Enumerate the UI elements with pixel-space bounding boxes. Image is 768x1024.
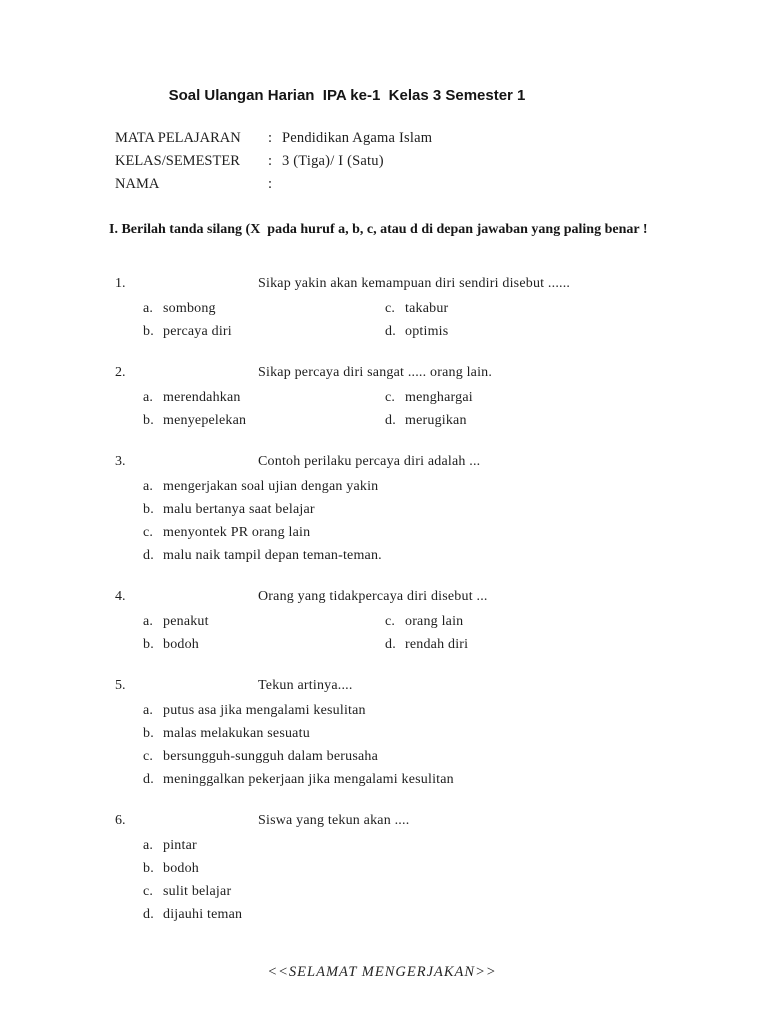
questions-list (115, 271, 738, 943)
option-letter: a. (143, 479, 154, 494)
meta-label: MATA PELAJARAN (115, 130, 241, 146)
option-item (143, 745, 738, 768)
option-letter: b. (143, 413, 154, 428)
question-options (115, 834, 738, 926)
option-item (143, 297, 385, 320)
option-letter: d. (143, 772, 154, 787)
option-letter: a. (143, 703, 154, 718)
option-letter: a. (143, 614, 154, 629)
question-line (115, 360, 738, 386)
option-letter: b. (143, 726, 154, 741)
option-text: malu naik tampil depan teman-teman. (163, 548, 382, 563)
option-text: sulit belajar (163, 884, 232, 899)
option-item (385, 610, 738, 633)
option-text: bodoh (163, 637, 199, 652)
option-text: malu bertanya saat belajar (163, 502, 315, 517)
meta-label: NAMA (115, 176, 160, 192)
question-line (115, 808, 738, 834)
question-options (143, 386, 738, 432)
question-options (143, 610, 738, 656)
option-letter: c. (385, 614, 396, 629)
question-block (115, 360, 738, 432)
option-letter: d. (385, 413, 396, 428)
option-text: optimis (405, 324, 449, 339)
question-block (115, 271, 738, 343)
option-text: menyontek PR orang lain (163, 525, 311, 540)
option-letter: a. (143, 838, 154, 853)
question-text: Contoh perilaku percaya diri adalah ... (258, 454, 481, 469)
option-item (385, 297, 738, 320)
closing-note: <<SELAMAT MENGERJAKAN>> (267, 964, 497, 980)
question-number: 2. (115, 365, 126, 380)
meta-value: Pendidikan Agama Islam (282, 130, 433, 146)
option-letter: d. (385, 637, 396, 652)
question-number: 1. (115, 276, 126, 291)
option-letter: c. (143, 525, 154, 540)
question-options (143, 297, 738, 343)
option-text: sombong (163, 301, 216, 316)
question-block (115, 808, 738, 926)
option-item (143, 320, 385, 343)
option-text: bodoh (163, 861, 199, 876)
meta-row-class-semester (115, 150, 432, 173)
question-number: 5. (115, 678, 126, 693)
option-item (143, 498, 738, 521)
question-text: Sikap yakin akan kemampuan diri sendiri disebut ...... (258, 276, 571, 291)
option-text: rendah diri (405, 637, 469, 652)
meta-colon: : (268, 176, 273, 192)
option-item (143, 722, 738, 745)
meta-row-name (115, 173, 432, 196)
option-item (143, 834, 738, 857)
meta-value: 3 (Tiga)/ I (Satu) (282, 153, 384, 169)
option-text: menghargai (405, 390, 473, 405)
option-text: merendahkan (163, 390, 241, 405)
option-letter: a. (143, 390, 154, 405)
question-line (115, 271, 738, 297)
option-item (143, 386, 385, 409)
question-text: Siswa yang tekun akan .... (258, 813, 410, 828)
option-item (143, 409, 385, 432)
page-title: Soal Ulangan Harian IPA ke-1 Kelas 3 Semester 1 (168, 87, 526, 104)
option-letter: b. (143, 861, 154, 876)
meta-label: KELAS/SEMESTER (115, 153, 240, 169)
option-letter: d. (143, 548, 154, 563)
option-item (143, 610, 385, 633)
option-text: malas melakukan sesuatu (163, 726, 310, 741)
option-text: takabur (405, 301, 449, 316)
section-instruction: I. Berilah tanda silang (X pada huruf a, b, c, atau d di depan jawaban yang paling benar ! (109, 222, 648, 237)
option-item (385, 320, 738, 343)
question-number: 4. (115, 589, 126, 604)
option-letter: c. (143, 884, 154, 899)
option-letter: b. (143, 637, 154, 652)
option-item (385, 633, 738, 656)
option-item (143, 475, 738, 498)
question-text: Tekun artinya.... (258, 678, 353, 693)
option-text: percaya diri (163, 324, 232, 339)
option-letter: c. (385, 390, 396, 405)
meta-row-subject (115, 127, 432, 150)
option-item (143, 768, 738, 791)
question-text: Sikap percaya diri sangat ..... orang lain. (258, 365, 493, 380)
question-number: 6. (115, 813, 126, 828)
option-letter: c. (143, 749, 154, 764)
option-text: mengerjakan soal ujian dengan yakin (163, 479, 379, 494)
question-options (115, 475, 738, 567)
option-text: putus asa jika mengalami kesulitan (163, 703, 366, 718)
option-letter: b. (143, 502, 154, 517)
option-letter: d. (385, 324, 396, 339)
question-line (115, 449, 738, 475)
option-item (143, 857, 738, 880)
option-text: menyepelekan (163, 413, 247, 428)
question-options (115, 699, 738, 791)
question-block (115, 673, 738, 791)
option-letter: c. (385, 301, 396, 316)
question-number: 3. (115, 454, 126, 469)
option-text: merugikan (405, 413, 467, 428)
option-letter: d. (143, 907, 154, 922)
option-letter: b. (143, 324, 154, 339)
option-item (143, 544, 738, 567)
option-item (143, 903, 738, 926)
meta-colon: : (268, 153, 273, 169)
option-letter: a. (143, 301, 154, 316)
option-text: pintar (163, 838, 197, 853)
option-text: meninggalkan pekerjaan jika mengalami kesulitan (163, 772, 454, 787)
option-text: orang lain (405, 614, 464, 629)
option-text: bersungguh-sungguh dalam berusaha (163, 749, 378, 764)
option-item (143, 521, 738, 544)
question-text: Orang yang tidakpercaya diri disebut ... (258, 589, 488, 604)
option-item (143, 880, 738, 903)
option-item (385, 409, 738, 432)
question-block (115, 449, 738, 567)
option-item (143, 699, 738, 722)
option-text: penakut (163, 614, 209, 629)
question-line (115, 584, 738, 610)
option-text: dijauhi teman (163, 907, 243, 922)
option-item (385, 386, 738, 409)
question-block (115, 584, 738, 656)
meta-colon: : (268, 130, 273, 146)
exam-meta-block (115, 127, 432, 196)
option-item (143, 633, 385, 656)
question-line (115, 673, 738, 699)
